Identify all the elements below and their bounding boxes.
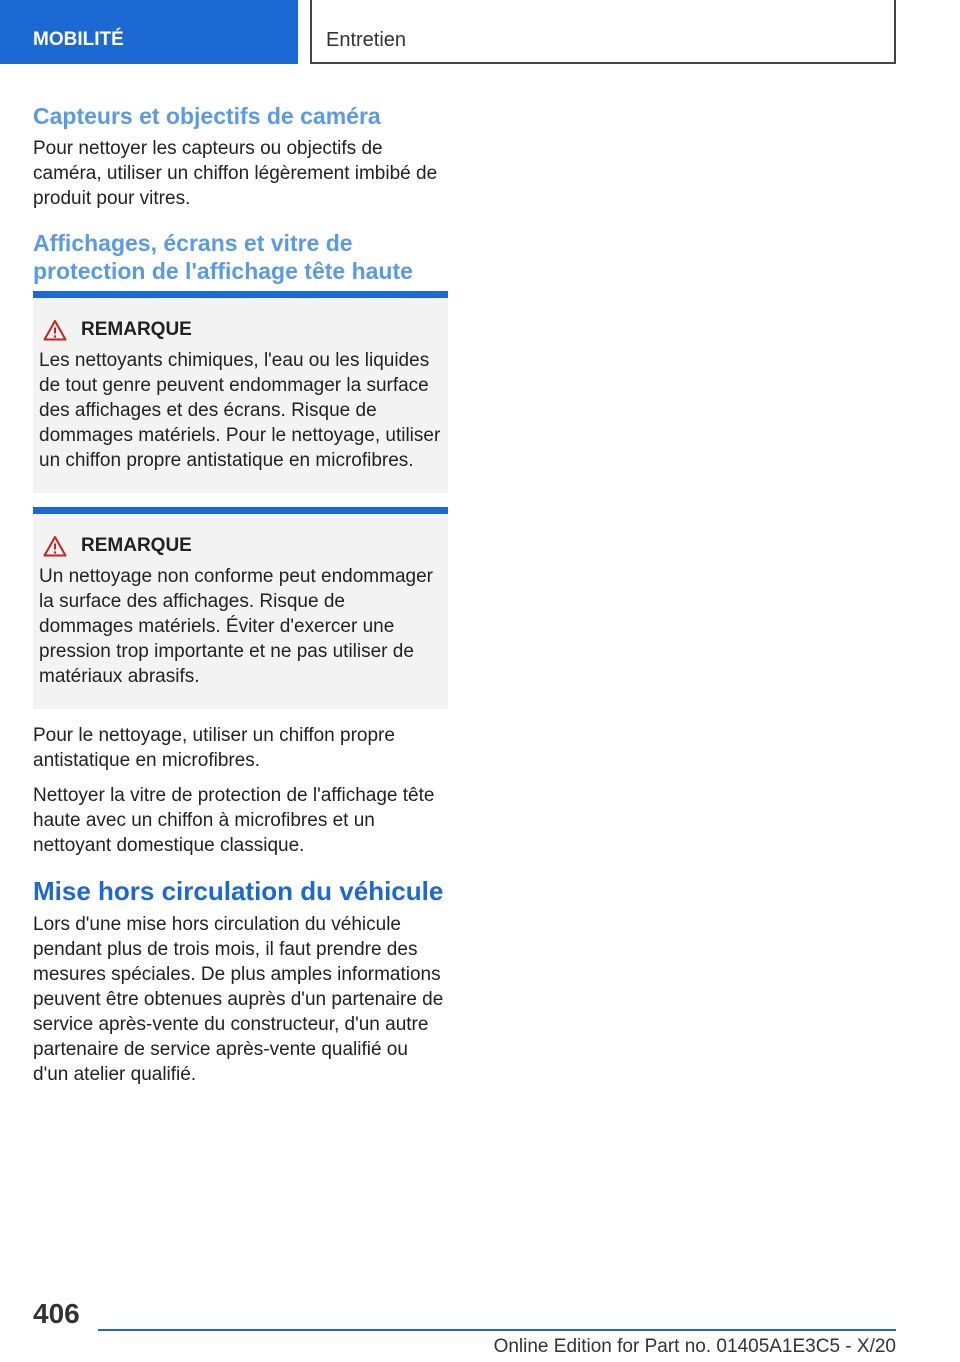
note-box-2 (33, 507, 448, 709)
warning-triangle-icon (43, 319, 67, 341)
warning-triangle-icon (43, 535, 67, 557)
footer-divider (98, 1329, 896, 1331)
camera-text: Pour nettoyer les capteurs ou objectifs de caméra, utiliser un chiffon légèrement imbibé de produit pour vitres. (33, 138, 438, 209)
storage-text: Lors d'une mise hors circulation du véhicule pendant plus de trois mois, il faut prendre des mesures spéciales. De plus amples informations peuvent être obtenues auprès d'un partenaire de service après-vente du constructeur, d'un autre partenaire de service après-vente qualifié ou d'un atelier qualifié. (33, 914, 444, 1085)
note-box-1 (33, 291, 448, 493)
note-header (39, 318, 442, 342)
chapter-title: MOBILITÉ (33, 29, 124, 50)
page-number: 406 (33, 1298, 80, 1329)
note-text: Les nettoyants chimiques, l'eau ou les liquides de tout genre peuvent endommager la surface des affichages et des écrans. Risque de dommages matériels. Pour le nettoyage, utiliser un chiffon propre antistatique en microfibres. (39, 350, 441, 471)
note-header (39, 534, 442, 558)
displays-paragraph-2: Nettoyer la vitre de protection de l'affichage tête haute avec un chiffon à microfibres et un nettoyant domestique classique. (33, 785, 435, 856)
footer-edition: Online Edition for Part no. 01405A1E3C5 - X/20 (493, 1336, 896, 1357)
section-title: Entretien (326, 29, 407, 51)
note-title: REMARQUE (81, 535, 192, 556)
chapter-tab (0, 0, 298, 64)
displays-heading: Affichages, écrans et vitre de protection de l'affichage tête haute (33, 230, 413, 284)
note-text: Un nettoyage non conforme peut endommager la surface des affichages. Risque de dommages matériels. Éviter d'exercer une pression trop importante et ne pas utiliser de matériaux abrasifs. (39, 566, 433, 687)
displays-paragraph-1: Pour le nettoyage, utiliser un chiffon propre antistatique en microfibres. (33, 725, 395, 771)
camera-heading: Capteurs et objectifs de caméra (33, 103, 381, 129)
storage-heading: Mise hors circulation du véhicule (33, 876, 444, 906)
page-content (33, 102, 448, 1097)
section-header (310, 0, 896, 64)
note-title: REMARQUE (81, 319, 192, 340)
